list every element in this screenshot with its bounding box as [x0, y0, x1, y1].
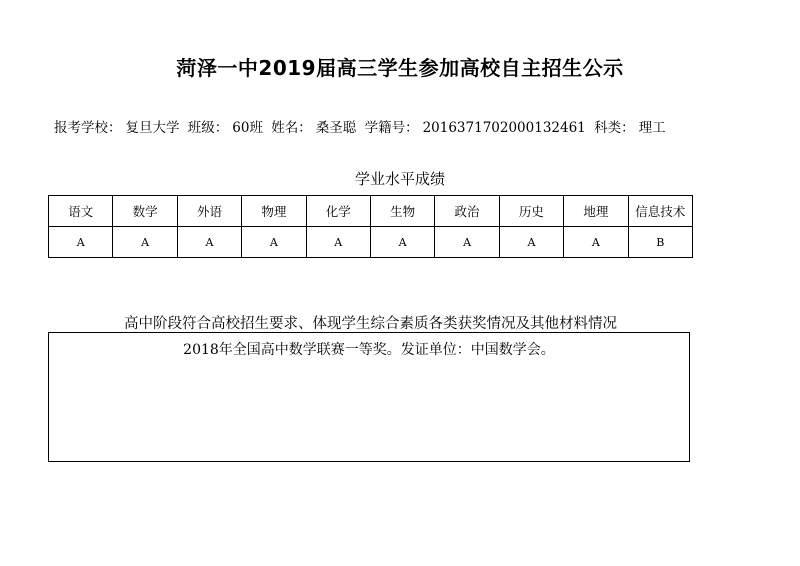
subject-cell: 地理 [564, 196, 628, 227]
score-cell: A [370, 227, 434, 258]
class-label: 班级： [187, 120, 229, 136]
score-cell: A [435, 227, 499, 258]
grades-header-row [49, 196, 693, 227]
subject-cell: 历史 [499, 196, 563, 227]
score-cell: B [628, 227, 692, 258]
page-title: 菏泽一中2019届高三学生参加高校自主招生公示 [176, 56, 624, 80]
student-id-label: 学籍号： [364, 120, 419, 136]
score-cell: A [306, 227, 370, 258]
student-id-value: 2016371702000132461 [422, 120, 586, 136]
subject-cell: 生物 [370, 196, 434, 227]
score-cell: A [499, 227, 563, 258]
track-value: 理工 [638, 120, 666, 136]
school-value: 复旦大学 [125, 120, 180, 136]
student-info-line [54, 116, 670, 136]
score-cell: A [564, 227, 628, 258]
awards-heading: 高中阶段符合高校招生要求、体现学生综合素质各类获奖情况及其他材料情况 [124, 316, 617, 332]
subject-cell: 语文 [49, 196, 113, 227]
subject-cell: 物理 [242, 196, 306, 227]
awards-content: 2018年全国高中数学联赛一等奖。发证单位：中国数学会。 [183, 342, 555, 358]
subject-cell: 信息技术 [628, 196, 692, 227]
awards-box [48, 332, 690, 462]
subject-cell: 化学 [306, 196, 370, 227]
grades-score-row [49, 227, 693, 258]
name-value: 桑圣聪 [315, 120, 357, 136]
score-cell: A [113, 227, 177, 258]
score-cell: A [177, 227, 241, 258]
grades-table [48, 195, 693, 258]
track-label: 科类： [594, 120, 635, 136]
subject-cell: 政治 [435, 196, 499, 227]
score-cell: A [49, 227, 113, 258]
school-label: 报考学校： [54, 120, 122, 136]
name-label: 姓名： [271, 120, 312, 136]
grades-heading: 学业水平成绩 [354, 170, 445, 188]
subject-cell: 数学 [113, 196, 177, 227]
subject-cell: 外语 [177, 196, 241, 227]
score-cell: A [242, 227, 306, 258]
class-value: 60班 [232, 120, 263, 136]
